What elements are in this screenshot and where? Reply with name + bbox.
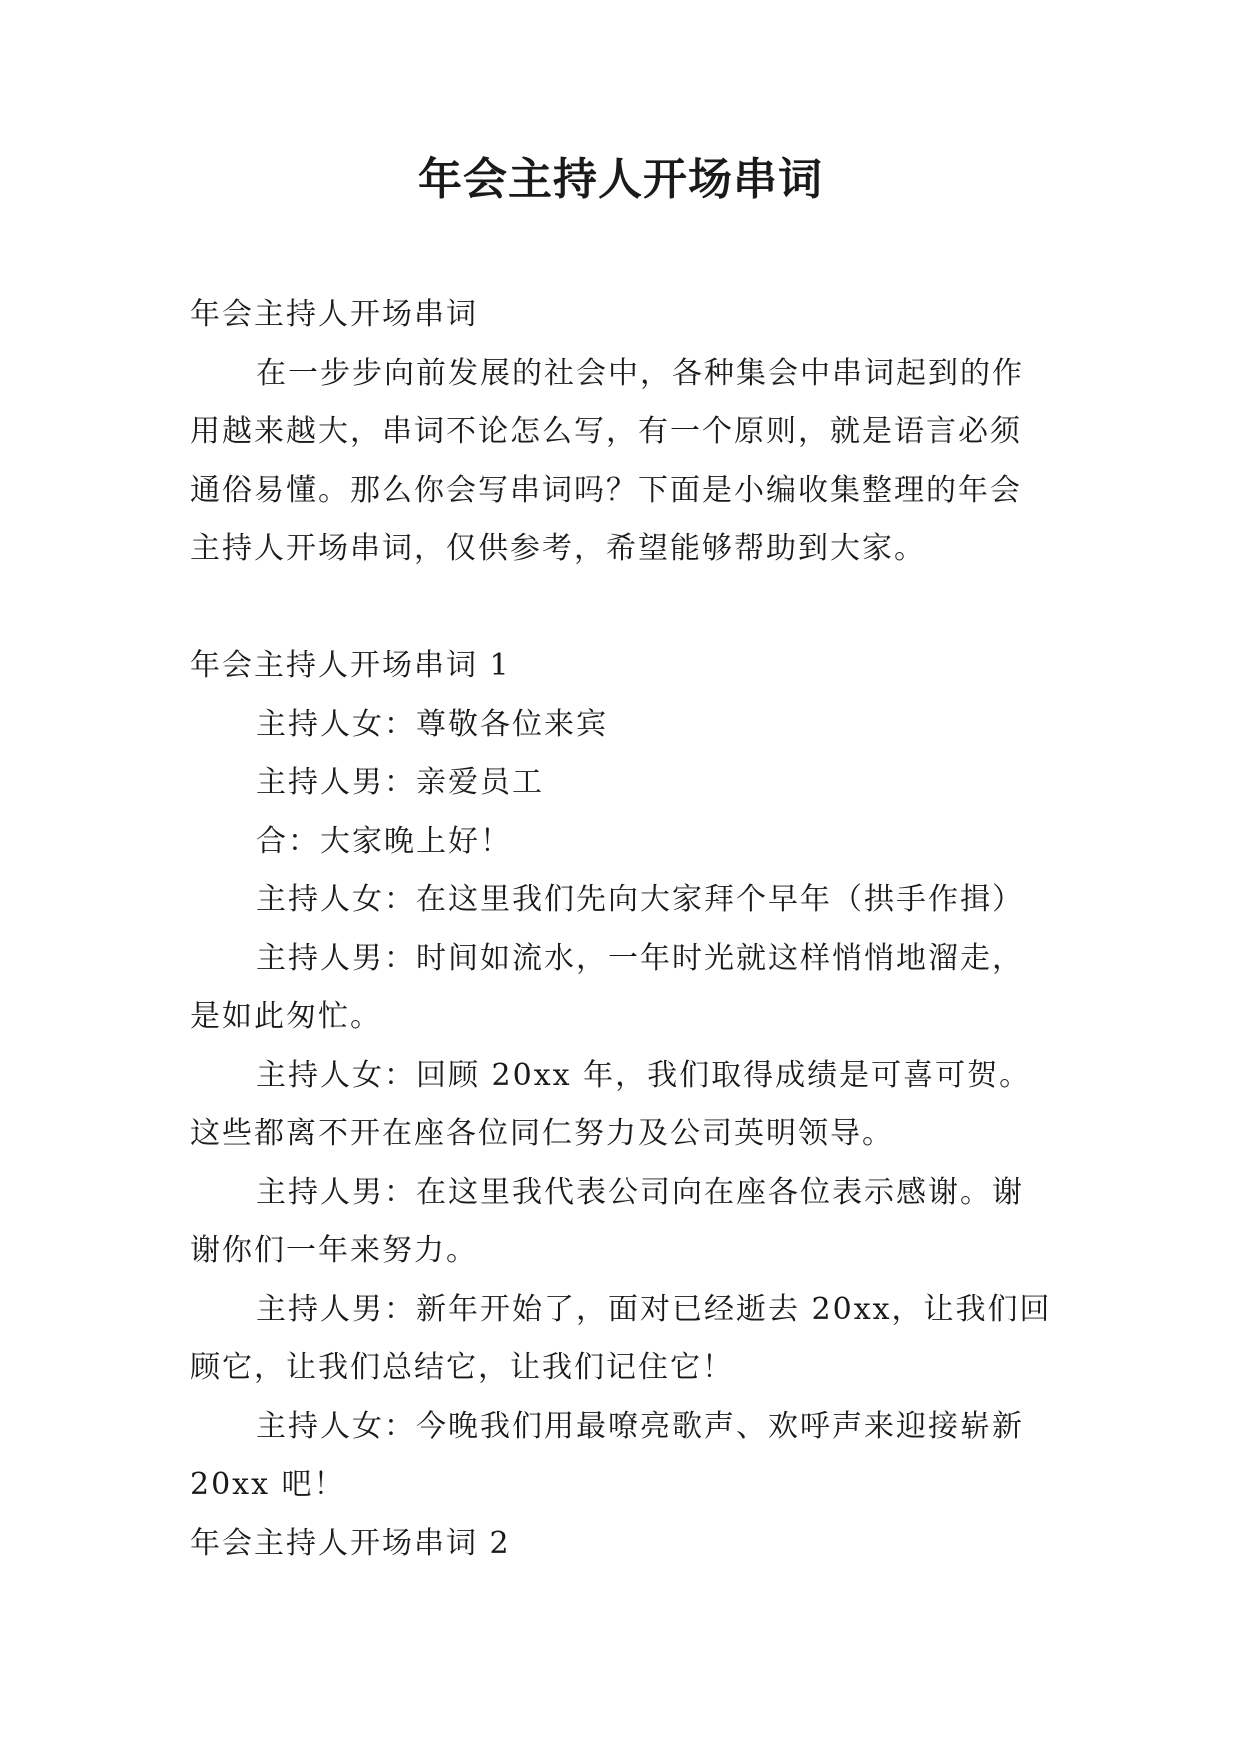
text-line: 主持人女：今晚我们用最嘹亮歌声、欢呼声来迎接崭新 [256, 1408, 1024, 1444]
text-line: 主持人男：新年开始了，面对已经逝去 20xx，让我们回 [256, 1291, 1052, 1327]
text-line: 年会主持人开场串词 1 [190, 648, 511, 683]
text-line: 年会主持人开场串词 [190, 297, 478, 332]
text-line: 这些都离不开在座各位同仁努力及公司英明领导。 [190, 1116, 894, 1151]
text-line: 是如此匆忙。 [190, 999, 382, 1034]
text-line: 主持人女：在这里我们先向大家拜个早年（拱手作揖） [256, 882, 1024, 917]
text-line: 年会主持人开场串词 2 [190, 1525, 511, 1561]
text-line: 通俗易懂。那么你会写串词吗？下面是小编收集整理的年会 [190, 472, 1022, 508]
text-line: 合：大家晚上好！ [256, 823, 512, 859]
document-title: 年会主持人开场串词 [418, 154, 823, 205]
text-line: 20xx 吧！ [190, 1467, 346, 1502]
text-line: 主持人女：尊敬各位来宾 [256, 706, 608, 742]
text-line: 主持人男：亲爱员工 [256, 765, 544, 800]
blank-line [190, 579, 1060, 638]
text-line: 用越来越大，串词不论怎么写，有一个原则，就是语言必须 [190, 414, 1022, 449]
text-line: 顾它，让我们总结它，让我们记住它！ [190, 1350, 734, 1385]
text-line: 在一步步向前发展的社会中，各种集会中串词起到的作 [256, 355, 1024, 391]
document-body [190, 286, 1060, 1573]
text-line: 主持人女：回顾 20xx 年，我们取得成绩是可喜可贺。 [256, 1057, 1032, 1093]
text-line: 主持人男：时间如流水，一年时光就这样悄悄地溜走， [256, 940, 1024, 976]
text-line: 主持人开场串词，仅供参考，希望能够帮助到大家。 [190, 531, 926, 566]
text-line: 谢你们一年来努力。 [190, 1233, 478, 1268]
text-line: 主持人男：在这里我代表公司向在座各位表示感谢。谢 [256, 1174, 1024, 1210]
